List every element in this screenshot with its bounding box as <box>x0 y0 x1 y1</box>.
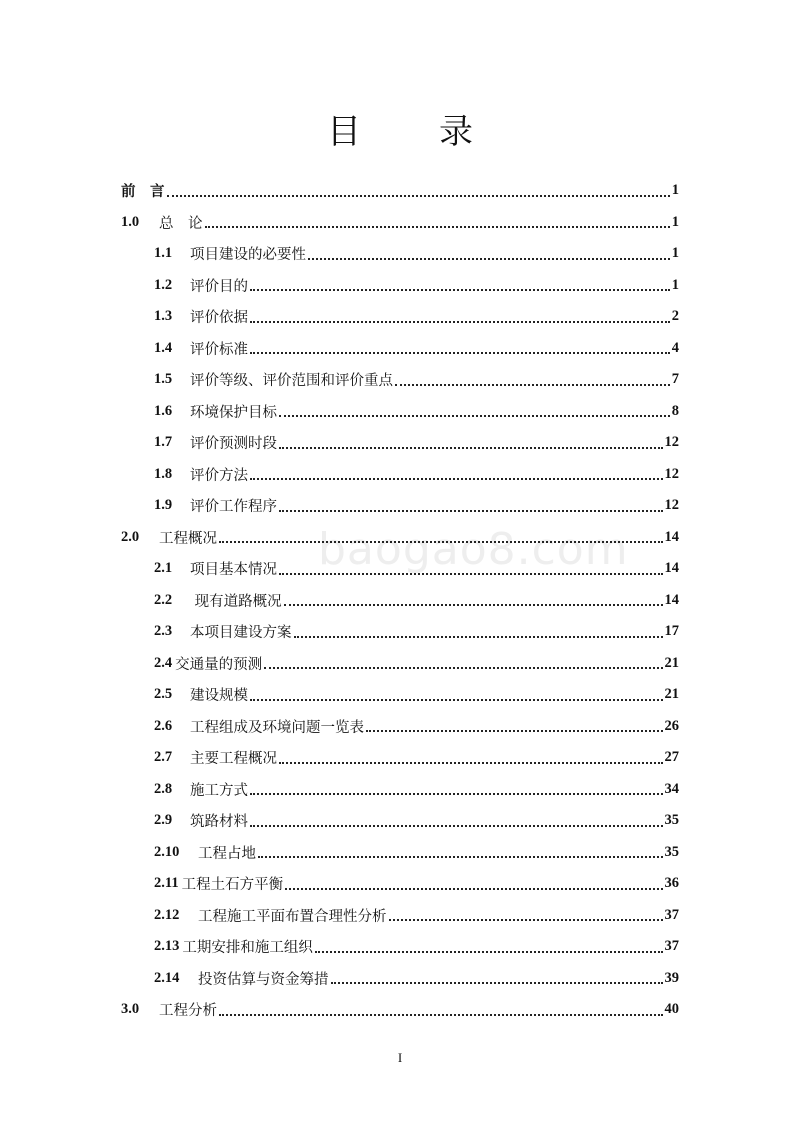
dot-leader <box>250 289 670 291</box>
toc-entry-page: 35 <box>664 812 679 829</box>
table-of-contents <box>0 175 800 1026</box>
dot-leader <box>205 226 670 228</box>
toc-entry-2-1[interactable] <box>0 553 800 585</box>
toc-entry-2-7[interactable] <box>0 742 800 774</box>
toc-entry-1-9[interactable] <box>0 490 800 522</box>
toc-entry-number: 1.5 <box>154 371 173 388</box>
toc-entry-page: 1 <box>671 182 679 199</box>
dot-leader <box>250 352 670 354</box>
toc-entry-number: 1.7 <box>154 434 173 451</box>
dot-leader <box>219 541 663 543</box>
toc-entry-label: 评价等级、评价范围和评价重点 <box>190 373 393 390</box>
toc-entry-number: 1.9 <box>154 497 173 514</box>
toc-entry-page: 8 <box>671 402 679 419</box>
toc-entry-label: 工期安排和施工组织 <box>182 940 313 957</box>
toc-entry-label: 投资估算与资金筹措 <box>198 971 329 988</box>
toc-entry-2-10[interactable] <box>0 837 800 869</box>
toc-entry-2-2[interactable] <box>0 585 800 617</box>
toc-entry-1-0[interactable] <box>0 207 800 239</box>
dot-leader <box>250 699 663 701</box>
toc-entry-number: 2.6 <box>154 717 173 734</box>
toc-entry-number: 1.0 <box>121 213 140 230</box>
toc-entry-number: 1.4 <box>154 339 173 356</box>
toc-entry-number: 2.7 <box>154 749 173 766</box>
toc-entry-label: 工程占地 <box>198 845 256 862</box>
toc-entry-page: 1 <box>671 276 679 293</box>
dot-leader <box>395 384 670 386</box>
toc-entry-label: 评价方法 <box>190 467 248 484</box>
toc-entry-2-12[interactable] <box>0 900 800 932</box>
toc-entry-page: 27 <box>664 749 679 766</box>
toc-entry-page: 12 <box>664 497 679 514</box>
toc-entry-1-5[interactable] <box>0 364 800 396</box>
toc-entry-number: 2.4 <box>154 654 173 671</box>
dot-leader <box>285 888 662 890</box>
dot-leader <box>258 856 663 858</box>
toc-entry-2-11[interactable] <box>0 868 800 900</box>
toc-entry-page: 12 <box>664 465 679 482</box>
toc-entry-page: 12 <box>664 434 679 451</box>
dot-leader <box>315 951 663 953</box>
dot-leader <box>331 982 663 984</box>
toc-entry-page: 17 <box>664 623 679 640</box>
toc-entry-number: 2.0 <box>121 528 140 545</box>
toc-entry-label: 总 论 <box>159 215 203 232</box>
toc-entry-page: 14 <box>664 591 679 608</box>
toc-entry-label: 评价工作程序 <box>190 499 277 516</box>
toc-entry-1-2[interactable] <box>0 270 800 302</box>
toc-entry-label: 评价目的 <box>190 278 248 295</box>
dot-leader <box>250 825 663 827</box>
dot-leader <box>279 510 663 512</box>
toc-entry-1-4[interactable] <box>0 333 800 365</box>
toc-entry-label: 评价标准 <box>190 341 248 358</box>
dot-leader <box>167 195 670 197</box>
toc-entry-page: 40 <box>664 1001 679 1018</box>
toc-entry-number: 1.3 <box>154 308 173 325</box>
toc-entry-number: 1.1 <box>154 245 173 262</box>
toc-entry-label: 交通量的预测 <box>175 656 263 673</box>
toc-entry-label: 工程土石方平衡 <box>181 877 284 894</box>
toc-entry-label: 环境保护目标 <box>190 404 277 421</box>
toc-entry-page: 21 <box>664 686 679 703</box>
toc-entry-label: 工程概况 <box>159 530 217 547</box>
toc-entry-label: 项目基本情况 <box>190 562 277 579</box>
toc-entry-label: 施工方式 <box>190 782 248 799</box>
toc-entry-1-8[interactable] <box>0 459 800 491</box>
toc-entry-preface[interactable] <box>0 175 800 207</box>
toc-entry-page: 4 <box>671 339 679 356</box>
toc-entry-page: 7 <box>671 371 679 388</box>
toc-entry-number: 2.13 <box>154 938 180 955</box>
toc-entry-number: 2.5 <box>154 686 173 703</box>
dot-leader <box>279 573 663 575</box>
toc-entry-number: 前 言 <box>121 184 165 201</box>
toc-entry-2-13[interactable] <box>0 931 800 963</box>
toc-entry-number: 2.10 <box>154 843 180 860</box>
toc-entry-page: 35 <box>664 843 679 860</box>
dot-leader <box>389 919 663 921</box>
toc-entry-label: 项目建设的必要性 <box>190 247 306 264</box>
toc-entry-label: 现有道路概况 <box>190 593 282 610</box>
toc-entry-label: 工程组成及环境问题一览表 <box>190 719 364 736</box>
toc-entry-page: 36 <box>664 875 679 892</box>
toc-entry-label: 主要工程概况 <box>190 751 277 768</box>
toc-entry-label: 评价依据 <box>190 310 248 327</box>
toc-entry-number: 2.2 <box>154 591 173 608</box>
toc-entry-page: 2 <box>671 308 679 325</box>
toc-entry-2-3[interactable] <box>0 616 800 648</box>
toc-entry-number: 2.9 <box>154 812 173 829</box>
toc-entry-number: 2.14 <box>154 969 180 986</box>
toc-entry-page: 1 <box>671 245 679 262</box>
dot-leader <box>250 793 663 795</box>
toc-entry-page: 37 <box>664 938 679 955</box>
toc-entry-page: 39 <box>664 969 679 986</box>
toc-entry-1-3[interactable] <box>0 301 800 333</box>
toc-entry-label: 工程分析 <box>159 1003 217 1020</box>
dot-leader <box>279 762 663 764</box>
toc-entry-page: 37 <box>664 906 679 923</box>
dot-leader <box>279 447 663 449</box>
dot-leader <box>219 1014 663 1016</box>
dot-leader <box>284 604 663 606</box>
toc-entry-2-5[interactable] <box>0 679 800 711</box>
toc-entry-number: 2.12 <box>154 906 180 923</box>
toc-entry-2-14[interactable] <box>0 963 800 995</box>
toc-entry-label: 本项目建设方案 <box>190 625 292 642</box>
toc-entry-1-7[interactable] <box>0 427 800 459</box>
watermark: baogao8.com <box>318 524 629 575</box>
toc-entry-number: 2.1 <box>154 560 173 577</box>
dot-leader <box>264 667 662 669</box>
toc-entry-page: 21 <box>664 654 679 671</box>
toc-entry-2-0[interactable] <box>0 522 800 554</box>
toc-entry-number: 2.3 <box>154 623 173 640</box>
toc-entry-number: 2.11 <box>154 875 179 892</box>
toc-entry-2-6[interactable] <box>0 711 800 743</box>
toc-entry-1-1[interactable] <box>0 238 800 270</box>
toc-entry-page: 14 <box>664 560 679 577</box>
toc-entry-2-4[interactable] <box>0 648 800 680</box>
toc-entry-number: 2.8 <box>154 780 173 797</box>
dot-leader <box>250 321 670 323</box>
toc-entry-number: 1.8 <box>154 465 173 482</box>
toc-entry-number: 3.0 <box>121 1001 140 1018</box>
toc-entry-page: 1 <box>671 213 679 230</box>
toc-entry-page: 14 <box>664 528 679 545</box>
toc-entry-label: 建设规模 <box>190 688 248 705</box>
toc-entry-2-9[interactable] <box>0 805 800 837</box>
toc-entry-label: 评价预测时段 <box>190 436 277 453</box>
toc-entry-number: 1.6 <box>154 402 173 419</box>
dot-leader <box>308 258 670 260</box>
toc-entry-page: 34 <box>664 780 679 797</box>
toc-entry-3-0[interactable] <box>0 994 800 1026</box>
dot-leader <box>250 478 663 480</box>
toc-entry-label: 筑路材料 <box>190 814 248 831</box>
toc-entry-2-8[interactable] <box>0 774 800 806</box>
page-title: 目 录 <box>327 112 495 152</box>
toc-entry-label: 工程施工平面布置合理性分析 <box>198 908 387 925</box>
dot-leader <box>279 415 670 417</box>
dot-leader <box>294 636 663 638</box>
toc-entry-1-6[interactable] <box>0 396 800 428</box>
toc-entry-number: 1.2 <box>154 276 173 293</box>
page-number: I <box>397 1050 403 1065</box>
dot-leader <box>366 730 663 732</box>
toc-entry-page: 26 <box>664 717 679 734</box>
